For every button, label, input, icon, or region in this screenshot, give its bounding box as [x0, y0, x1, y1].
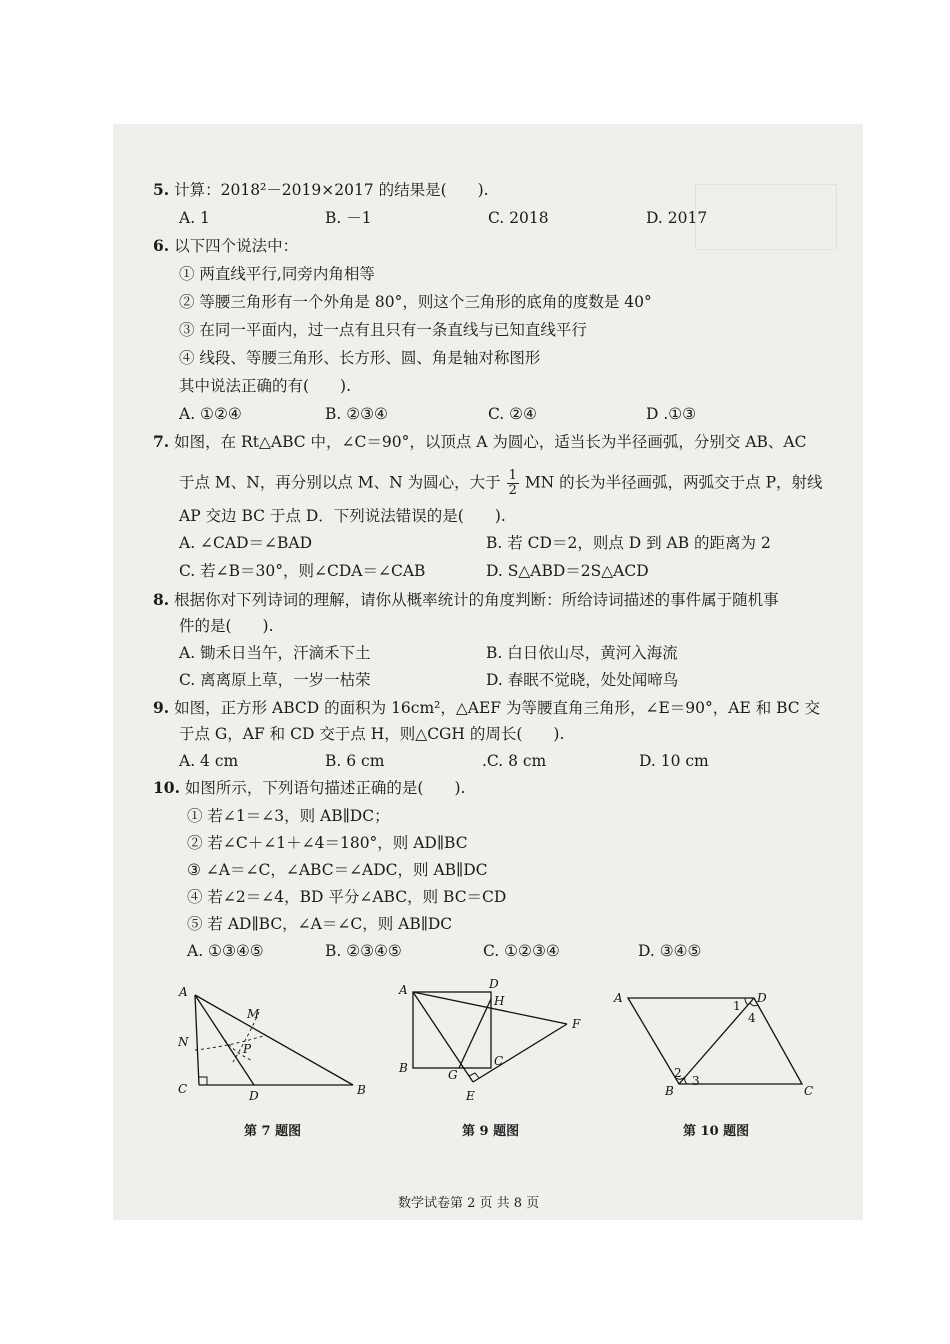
- q8-option-a: A. 锄禾日当午，汗滴禾下土: [179, 644, 371, 662]
- q7-option-c: C. 若∠B＝30°，则∠CDA＝∠CAB: [179, 562, 426, 580]
- q6-ask: 其中说法正确的有( ).: [179, 377, 352, 395]
- question-text: 如图，在 Rt△ABC 中，∠C＝90°，以顶点 A 为圆心，适当长为半径画弧，分别交 AB、AC: [174, 433, 807, 451]
- label-b: B: [665, 1084, 674, 1098]
- q10-option-d: D. ③④⑤: [638, 942, 702, 960]
- label-angle-4: 4: [748, 1011, 756, 1025]
- q6-option-b: B. ②③④: [325, 405, 388, 423]
- q6-statement-4: ④ 线段、等腰三角形、长方形、圆、角是轴对称图形: [179, 349, 541, 367]
- label-d: D: [757, 991, 767, 1005]
- question-number: 9.: [153, 698, 170, 717]
- label-d: D: [489, 978, 499, 991]
- angle-3-arc: [685, 1077, 687, 1084]
- q7-option-d: D. S△ABD＝2S△ACD: [486, 562, 649, 580]
- q6-option-d: D .①③: [646, 405, 697, 423]
- q10-statement-3: ③ ∠A＝∠C，∠ABC＝∠ADC，则 AB∥DC: [187, 861, 488, 879]
- page-footer: 数学试卷第 2 页 共 8 页: [398, 1196, 540, 1211]
- label-c: C: [804, 1084, 814, 1098]
- label-f: F: [572, 1017, 581, 1031]
- label-h: H: [494, 994, 505, 1008]
- label-angle-1: 1: [733, 999, 741, 1013]
- label-b: B: [399, 1061, 408, 1075]
- question-text: 如图，正方形 ABCD 的面积为 16cm²，△AEF 为等腰直角三角形，∠E＝90°，AE 和 BC 交: [174, 699, 821, 717]
- q7-line-3: AP 交边 BC 于点 D．下列说法错误的是( ).: [179, 507, 506, 525]
- q10-statement-4: ④ 若∠2＝∠4，BD 平分∠ABC，则 BC＝CD: [187, 888, 507, 906]
- bleed-through-box: [695, 184, 837, 250]
- label-a: A: [179, 985, 188, 999]
- segment-af: [413, 992, 567, 1024]
- quadrilateral-abcd: [628, 998, 802, 1084]
- label-e: E: [466, 1089, 475, 1103]
- q5-option-c: C. 2018: [488, 209, 549, 227]
- q8-option-b: B. 白日依山尽，黄河入海流: [486, 644, 678, 662]
- q7-line-2: [179, 469, 823, 498]
- fraction-numerator: 1: [508, 468, 517, 483]
- figure-7-caption: 第 7 题图: [244, 1124, 302, 1139]
- label-d: D: [249, 1089, 259, 1102]
- q5-option-b: B. －1: [325, 209, 372, 227]
- q5-option-a: A. 1: [179, 209, 210, 227]
- label-angle-3: 3: [692, 1074, 700, 1088]
- question-number: 5.: [153, 180, 170, 199]
- q9-option-a: A. 4 cm: [179, 752, 239, 770]
- label-angle-2: 2: [674, 1066, 682, 1080]
- q8-option-c: C. 离离原上草，一岁一枯荣: [179, 671, 371, 689]
- question-7: [153, 432, 806, 452]
- question-number: 10.: [153, 778, 180, 797]
- question-text: 如图所示，下列语句描述正确的是( ).: [184, 779, 466, 797]
- question-5: [153, 180, 489, 200]
- q10-statement-1: ① 若∠1＝∠3，则 AB∥DC；: [187, 807, 390, 825]
- label-a: A: [614, 991, 623, 1005]
- question-text: 以下四个说法中：: [174, 237, 299, 255]
- q9-option-b: B. 6 cm: [325, 752, 385, 770]
- question-6: [153, 236, 298, 256]
- q10-option-a: A. ①③④⑤: [187, 942, 264, 960]
- q6-statement-1: ① 两直线平行,同旁内角相等: [179, 265, 375, 283]
- question-9: [153, 698, 820, 718]
- q8-option-d: D. 春眠不觉晓，处处闻啼鸟: [486, 671, 679, 689]
- label-b: B: [357, 1083, 366, 1097]
- q10-option-c: C. ①②③④: [483, 942, 560, 960]
- label-m: M: [247, 1007, 260, 1021]
- question-number: 7.: [153, 432, 170, 451]
- segment-ac: [195, 995, 199, 1085]
- diagonal-bd: [679, 998, 754, 1084]
- figure-10-caption: 第 10 题图: [683, 1124, 750, 1139]
- figure-9: [391, 978, 591, 1108]
- segment-ab: [195, 995, 353, 1085]
- label-n: N: [178, 1035, 189, 1049]
- q7-line-2a: 于点 M、N，再分别以点 M、N 为圆心，大于: [179, 473, 501, 492]
- q6-statement-2: ② 等腰三角形有一个外角是 80°，则这个三角形的底角的度数是 40°: [179, 293, 652, 311]
- q6-option-a: A. ①②④: [179, 405, 242, 423]
- question-8: [153, 590, 779, 610]
- q9-option-d: D. 10 cm: [639, 752, 709, 770]
- q6-statement-3: ③ 在同一平面内，过一点有且只有一条直线与已知直线平行: [179, 321, 587, 339]
- question-text: 根据你对下列诗词的理解，请你从概率统计的角度判断：所给诗词描述的事件属于随机事: [174, 591, 779, 609]
- figure-9-caption: 第 9 题图: [462, 1124, 520, 1139]
- fraction-one-half: [507, 469, 519, 498]
- label-g: G: [448, 1068, 458, 1082]
- label-a: A: [399, 983, 408, 997]
- q9-option-c: .C. 8 cm: [482, 752, 547, 770]
- q9-line-2: 于点 G，AF 和 CD 交于点 H，则△CGH 的周长( ).: [179, 725, 565, 743]
- q10-statement-5: ⑤ 若 AD∥BC，∠A＝∠C，则 AB∥DC: [187, 915, 453, 933]
- figure-7: [171, 980, 371, 1102]
- exam-page: [113, 124, 863, 1220]
- question-text: 计算：2018²－2019×2017 的结果是( ).: [174, 181, 489, 199]
- q7-option-a: A. ∠CAD＝∠BAD: [179, 534, 313, 552]
- right-angle-mark: [199, 1077, 207, 1085]
- label-c: C: [494, 1054, 504, 1068]
- q10-statement-2: ② 若∠C＋∠1＋∠4＝180°，则 AD∥BC: [187, 834, 468, 852]
- q7-line-2b: MN 的长为半径画弧，两弧交于点 P，射线: [524, 473, 823, 492]
- segment-ef: [473, 1024, 567, 1082]
- segment-gh: [459, 999, 491, 1068]
- q5-option-d: D. 2017: [646, 209, 708, 227]
- q10-option-b: B. ②③④⑤: [325, 942, 402, 960]
- question-10: [153, 778, 465, 798]
- figure-10: [610, 984, 815, 1102]
- label-p: P: [243, 1042, 252, 1056]
- angle-1-arc: [745, 998, 748, 1005]
- fraction-denominator: 2: [508, 483, 517, 498]
- question-number: 8.: [153, 590, 170, 609]
- q7-option-b: B. 若 CD＝2，则点 D 到 AB 的距离为 2: [486, 534, 771, 552]
- label-c: C: [178, 1082, 188, 1096]
- q8-line-2: 件的是( ).: [179, 617, 274, 635]
- q6-option-c: C. ②④: [488, 405, 537, 423]
- square-abcd: [413, 992, 491, 1068]
- question-number: 6.: [153, 236, 170, 255]
